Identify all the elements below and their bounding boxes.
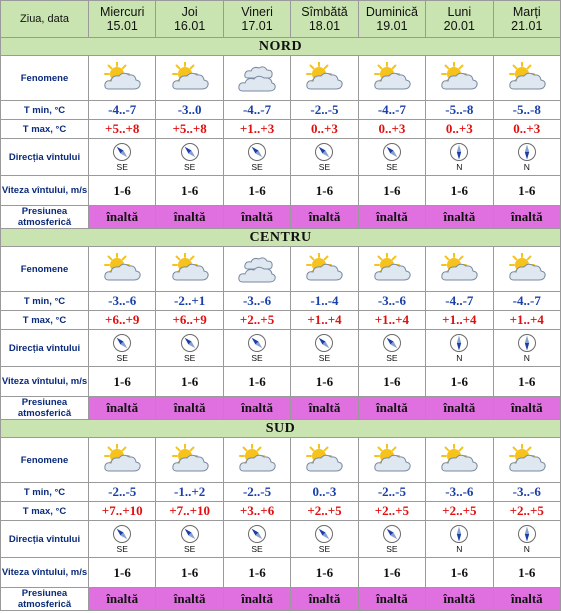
wind-direction-cell	[493, 330, 560, 367]
row-label-vit: Viteza vîntului, m/s	[1, 176, 89, 206]
compass-icon	[494, 333, 560, 363]
tmax-value: +2..+5	[426, 502, 493, 521]
wind-direction-label: SE	[386, 162, 398, 172]
vit-value: 1-6	[156, 367, 223, 397]
wind-direction-label: N	[456, 162, 463, 172]
vit-value: 1-6	[358, 176, 425, 206]
compass-icon	[426, 142, 492, 172]
sun-behind-clouds-icon	[156, 438, 223, 483]
tmax-value: +1..+4	[493, 311, 560, 330]
compass-icon	[359, 333, 425, 363]
vit-value: 1-6	[89, 558, 156, 588]
vit-value: 1-6	[156, 558, 223, 588]
wind-direction-label: SE	[116, 544, 128, 554]
vit-value: 1-6	[426, 176, 493, 206]
wind-direction-label: SE	[116, 353, 128, 363]
row-label-dir: Direcția vîntului	[1, 521, 89, 558]
wind-direction-cell	[291, 139, 358, 176]
vit-value: 1-6	[493, 367, 560, 397]
row-fenomene	[1, 56, 561, 101]
vit-value: 1-6	[89, 367, 156, 397]
sun-behind-clouds-icon	[358, 247, 425, 292]
tmax-value: +1..+4	[358, 311, 425, 330]
tmax-value: 0..+3	[426, 120, 493, 139]
pres-value: înaltă	[89, 397, 156, 420]
pres-value: înaltă	[89, 206, 156, 229]
corner-label: Ziua, data	[1, 1, 89, 38]
wind-direction-label: SE	[251, 162, 263, 172]
row-tmax	[1, 502, 561, 521]
compass-icon	[156, 524, 222, 554]
day-date: 21.01	[511, 19, 543, 33]
wind-direction-cell	[89, 139, 156, 176]
day-name: Vineri	[241, 5, 273, 19]
wind-direction-cell	[223, 139, 290, 176]
wind-direction-label: SE	[183, 544, 196, 554]
sun-behind-clouds-icon	[426, 438, 493, 483]
compass-icon	[224, 142, 290, 172]
tmin-value: -2..-5	[291, 101, 358, 120]
tmin-value: -4..-7	[493, 292, 560, 311]
tmax-value: +6..+9	[89, 311, 156, 330]
compass-icon	[224, 524, 290, 554]
vit-value: 1-6	[223, 176, 290, 206]
wind-direction-label: SE	[251, 544, 263, 554]
vit-value: 1-6	[89, 176, 156, 206]
wind-direction-cell	[426, 521, 493, 558]
tmin-value: -3..0	[156, 101, 223, 120]
wind-direction-label: N	[523, 162, 530, 172]
wind-direction-cell	[358, 139, 425, 176]
compass-icon	[156, 333, 222, 363]
row-tmin	[1, 292, 561, 311]
sun-behind-clouds-icon	[156, 247, 223, 292]
tmin-value: -5..-8	[493, 101, 560, 120]
row-label-tmin: T min, °C	[1, 483, 89, 502]
tmax-value: +6..+9	[156, 311, 223, 330]
pres-value: înaltă	[223, 588, 290, 611]
row-label-dir: Direcția vîntului	[1, 139, 89, 176]
row-label-vit: Viteza vîntului, m/s	[1, 367, 89, 397]
day-header	[291, 1, 358, 38]
row-dir	[1, 139, 561, 176]
day-name: Luni	[447, 5, 472, 19]
pres-value: înaltă	[426, 397, 493, 420]
pres-value: înaltă	[156, 397, 223, 420]
row-fenomene	[1, 247, 561, 292]
day-date: 19.01	[376, 19, 408, 33]
row-label-tmin: T min, °C	[1, 292, 89, 311]
tmin-value: -2..+1	[156, 292, 223, 311]
tmin-value: -4..-7	[223, 101, 290, 120]
wind-direction-label: SE	[116, 162, 128, 172]
tmin-value: -4..-7	[358, 101, 425, 120]
sun-behind-clouds-icon	[493, 56, 560, 101]
compass-icon	[224, 333, 290, 363]
day-name: Duminică	[365, 5, 418, 19]
tmin-value: -1..+2	[156, 483, 223, 502]
wind-direction-label: SE	[318, 544, 331, 554]
tmax-value: +5..+8	[89, 120, 156, 139]
day-header	[89, 1, 156, 38]
row-dir	[1, 330, 561, 367]
sun-behind-clouds-icon	[291, 56, 358, 101]
day-name: Sîmbătă	[301, 5, 348, 19]
wind-direction-label: N	[456, 544, 463, 554]
vit-value: 1-6	[358, 367, 425, 397]
row-label-tmax: T max, °C	[1, 120, 89, 139]
wind-direction-label: SE	[318, 162, 331, 172]
tmin-value: -2..-5	[89, 483, 156, 502]
wind-direction-cell	[426, 330, 493, 367]
tmax-value: +3..+6	[223, 502, 290, 521]
tmax-value: +2..+5	[223, 311, 290, 330]
region-name: NORD	[1, 38, 561, 56]
pres-value: înaltă	[291, 397, 358, 420]
pres-value: înaltă	[426, 588, 493, 611]
compass-icon	[494, 524, 560, 554]
tmax-value: 0..+3	[358, 120, 425, 139]
tmin-value: -2..-5	[358, 483, 425, 502]
sun-behind-clouds-icon	[223, 438, 290, 483]
compass-icon	[291, 142, 357, 172]
vit-value: 1-6	[291, 367, 358, 397]
tmax-value: +1..+4	[291, 311, 358, 330]
row-tmax	[1, 311, 561, 330]
wind-direction-cell	[223, 330, 290, 367]
sun-behind-clouds-icon	[156, 56, 223, 101]
day-header	[223, 1, 290, 38]
tmax-value: +2..+5	[358, 502, 425, 521]
row-label-fenomene: Fenomene	[1, 247, 89, 292]
tmin-value: -3..-6	[223, 292, 290, 311]
day-header	[358, 1, 425, 38]
pres-value: înaltă	[156, 206, 223, 229]
row-tmax	[1, 120, 561, 139]
row-dir	[1, 521, 561, 558]
wind-direction-cell	[493, 521, 560, 558]
tmax-value: +7..+10	[89, 502, 156, 521]
wind-direction-label: SE	[183, 353, 196, 363]
wind-direction-label: N	[456, 353, 463, 363]
wind-direction-label: SE	[183, 162, 196, 172]
wind-direction-label: N	[523, 353, 530, 363]
sun-behind-clouds-icon	[358, 438, 425, 483]
day-date: 17.01	[241, 19, 273, 33]
row-label-tmin: T min, °C	[1, 101, 89, 120]
pres-value: înaltă	[291, 206, 358, 229]
compass-icon	[359, 142, 425, 172]
vit-value: 1-6	[156, 176, 223, 206]
day-date: 18.01	[308, 19, 341, 33]
row-tmin	[1, 101, 561, 120]
row-vit	[1, 367, 561, 397]
wind-direction-label: SE	[386, 544, 398, 554]
vit-value: 1-6	[223, 367, 290, 397]
day-header	[426, 1, 493, 38]
tmax-value: 0..+3	[291, 120, 358, 139]
forecast-body	[1, 1, 561, 611]
row-label-fenomene: Fenomene	[1, 56, 89, 101]
tmin-value: -3..-6	[89, 292, 156, 311]
tmax-value: +1..+3	[223, 120, 290, 139]
vit-value: 1-6	[493, 558, 560, 588]
vit-value: 1-6	[426, 558, 493, 588]
region-name: SUD	[1, 420, 561, 438]
wind-direction-cell	[156, 330, 223, 367]
day-header	[493, 1, 560, 38]
row-label-tmax: T max, °C	[1, 311, 89, 330]
wind-direction-cell	[89, 521, 156, 558]
vit-value: 1-6	[426, 367, 493, 397]
region-name: CENTRU	[1, 229, 561, 247]
tmin-value: -4..-7	[426, 292, 493, 311]
wind-direction-label: N	[523, 544, 530, 554]
day-date: 16.01	[173, 19, 206, 33]
pres-value: înaltă	[426, 206, 493, 229]
row-pres	[1, 206, 561, 229]
row-label-tmax: T max, °C	[1, 502, 89, 521]
sun-behind-clouds-icon	[426, 56, 493, 101]
row-vit	[1, 176, 561, 206]
pres-value: înaltă	[493, 588, 560, 611]
tmin-value: -4..-7	[89, 101, 156, 120]
day-name: Joi	[181, 5, 198, 19]
pres-value: înaltă	[358, 397, 425, 420]
sun-behind-clouds-icon	[493, 247, 560, 292]
tmax-value: +5..+8	[156, 120, 223, 139]
row-label-fenomene: Fenomene	[1, 438, 89, 483]
pres-value: înaltă	[223, 206, 290, 229]
row-label-pres: Presiunea atmosferică	[1, 206, 89, 229]
tmax-value: 0..+3	[493, 120, 560, 139]
vit-value: 1-6	[291, 558, 358, 588]
tmin-value: -3..-6	[426, 483, 493, 502]
tmin-value: -3..-6	[358, 292, 425, 311]
vit-value: 1-6	[493, 176, 560, 206]
sun-behind-clouds-icon	[291, 247, 358, 292]
overcast-clouds-icon	[223, 56, 290, 101]
day-name: Miercuri	[99, 5, 145, 19]
compass-icon	[89, 142, 155, 172]
tmax-value: +2..+5	[493, 502, 560, 521]
day-date: 20.01	[443, 19, 475, 33]
region-row	[1, 229, 561, 247]
compass-icon	[359, 524, 425, 554]
compass-icon	[156, 142, 222, 172]
row-pres	[1, 397, 561, 420]
row-label-dir: Direcția vîntului	[1, 330, 89, 367]
sun-behind-clouds-icon	[358, 56, 425, 101]
pres-value: înaltă	[493, 397, 560, 420]
tmax-value: +2..+5	[291, 502, 358, 521]
pres-value: înaltă	[358, 206, 425, 229]
compass-icon	[426, 524, 492, 554]
pres-value: înaltă	[156, 588, 223, 611]
compass-icon	[494, 142, 560, 172]
pres-value: înaltă	[89, 588, 156, 611]
day-date: 15.01	[106, 19, 138, 33]
row-tmin	[1, 483, 561, 502]
tmin-value: -5..-8	[426, 101, 493, 120]
row-pres	[1, 588, 561, 611]
sun-behind-clouds-icon	[89, 438, 156, 483]
compass-icon	[291, 333, 357, 363]
sun-behind-clouds-icon	[493, 438, 560, 483]
sun-behind-clouds-icon	[291, 438, 358, 483]
tmin-value: -3..-6	[493, 483, 560, 502]
tmax-value: +7..+10	[156, 502, 223, 521]
header-row	[1, 1, 561, 38]
wind-direction-cell	[358, 330, 425, 367]
sun-behind-clouds-icon	[89, 247, 156, 292]
wind-direction-cell	[426, 139, 493, 176]
row-label-pres: Presiunea atmosferică	[1, 588, 89, 611]
overcast-clouds-icon	[223, 247, 290, 292]
tmin-value: -1..-4	[291, 292, 358, 311]
row-fenomene	[1, 438, 561, 483]
region-row	[1, 38, 561, 56]
sun-behind-clouds-icon	[89, 56, 156, 101]
tmin-value: 0..-3	[291, 483, 358, 502]
tmin-value: -2..-5	[223, 483, 290, 502]
wind-direction-cell	[156, 521, 223, 558]
row-label-vit: Viteza vîntului, m/s	[1, 558, 89, 588]
wind-direction-cell	[156, 139, 223, 176]
day-header	[156, 1, 223, 38]
wind-direction-cell	[223, 521, 290, 558]
wind-direction-label: SE	[251, 353, 263, 363]
pres-value: înaltă	[291, 588, 358, 611]
day-name: Marți	[512, 5, 541, 19]
wind-direction-cell	[291, 521, 358, 558]
row-label-pres: Presiunea atmosferică	[1, 397, 89, 420]
pres-value: înaltă	[358, 588, 425, 611]
pres-value: înaltă	[223, 397, 290, 420]
compass-icon	[89, 333, 155, 363]
tmax-value: +1..+4	[426, 311, 493, 330]
vit-value: 1-6	[358, 558, 425, 588]
pres-value: înaltă	[493, 206, 560, 229]
wind-direction-label: SE	[318, 353, 331, 363]
vit-value: 1-6	[291, 176, 358, 206]
compass-icon	[291, 524, 357, 554]
vit-value: 1-6	[223, 558, 290, 588]
wind-direction-label: SE	[386, 353, 398, 363]
region-row	[1, 420, 561, 438]
wind-direction-cell	[493, 139, 560, 176]
row-vit	[1, 558, 561, 588]
sun-behind-clouds-icon	[426, 247, 493, 292]
compass-icon	[89, 524, 155, 554]
compass-icon	[426, 333, 492, 363]
wind-direction-cell	[89, 330, 156, 367]
wind-direction-cell	[358, 521, 425, 558]
wind-direction-cell	[291, 330, 358, 367]
